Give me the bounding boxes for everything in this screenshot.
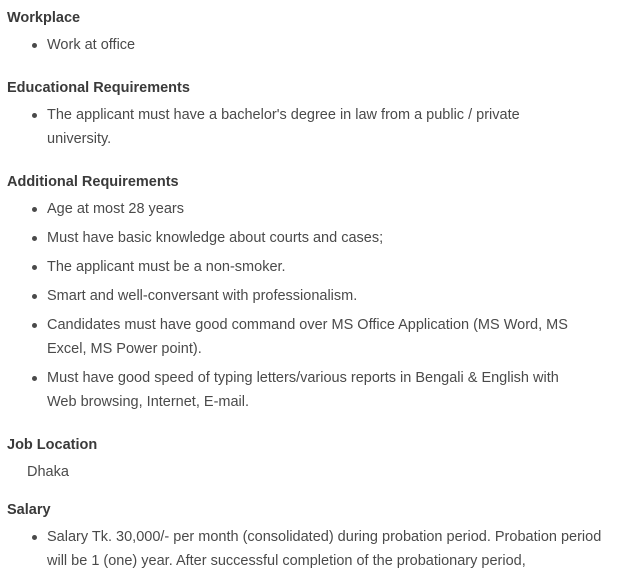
salary-list bbox=[7, 525, 627, 573]
list-item bbox=[7, 284, 627, 308]
list-item bbox=[7, 255, 627, 279]
workplace-section bbox=[7, 9, 627, 57]
list-item-text: Smart and well-conversant with professionalism. bbox=[47, 288, 358, 304]
list-item bbox=[7, 226, 627, 250]
bullet-icon bbox=[32, 207, 37, 212]
list-item bbox=[7, 33, 627, 57]
job-location-section bbox=[7, 436, 627, 484]
additional-requirements-heading: Additional Requirements bbox=[7, 174, 179, 190]
bullet-icon bbox=[32, 265, 37, 270]
list-item bbox=[7, 366, 627, 414]
job-location-value: Dhaka bbox=[27, 464, 69, 480]
salary-heading: Salary bbox=[7, 502, 51, 518]
list-item bbox=[7, 313, 627, 361]
bullet-icon bbox=[32, 236, 37, 241]
educational-requirements-section bbox=[7, 79, 627, 151]
workplace-list bbox=[7, 33, 627, 57]
additional-requirements-list bbox=[7, 197, 627, 414]
bullet-icon bbox=[32, 376, 37, 381]
job-location-heading: Job Location bbox=[7, 437, 98, 453]
educational-requirements-list bbox=[7, 103, 627, 151]
list-item bbox=[7, 103, 627, 151]
list-item-text: Must have basic knowledge about courts and cases; bbox=[47, 230, 384, 246]
bullet-icon bbox=[32, 43, 37, 48]
bullet-icon bbox=[32, 294, 37, 299]
bullet-icon bbox=[32, 113, 37, 118]
salary-section bbox=[7, 501, 627, 573]
list-item-text: Candidates must have good command over MS Office Application (MS Word, MS Excel, MS Power point). bbox=[47, 317, 568, 357]
list-item-text: Age at most 28 years bbox=[47, 201, 185, 217]
list-item-text: The applicant must be a non-smoker. bbox=[47, 259, 286, 275]
list-item bbox=[7, 525, 627, 573]
educational-requirements-heading: Educational Requirements bbox=[7, 80, 190, 96]
list-item bbox=[7, 197, 627, 221]
additional-requirements-section bbox=[7, 173, 627, 414]
list-item-text: Salary Tk. 30,000/- per month (consolidated) during probation period. Probation period will be 1 (one) year. After successful completion of the probationary period, bbox=[47, 529, 602, 569]
list-item-text: Must have good speed of typing letters/various reports in Bengali & English with Web browsing, Internet, E-mail. bbox=[47, 370, 559, 410]
list-item-text: The applicant must have a bachelor's degree in law from a public / private university. bbox=[47, 107, 520, 147]
bullet-icon bbox=[32, 535, 37, 540]
bullet-icon bbox=[32, 323, 37, 328]
workplace-heading: Workplace bbox=[7, 10, 81, 26]
list-item-text: Work at office bbox=[47, 37, 136, 53]
